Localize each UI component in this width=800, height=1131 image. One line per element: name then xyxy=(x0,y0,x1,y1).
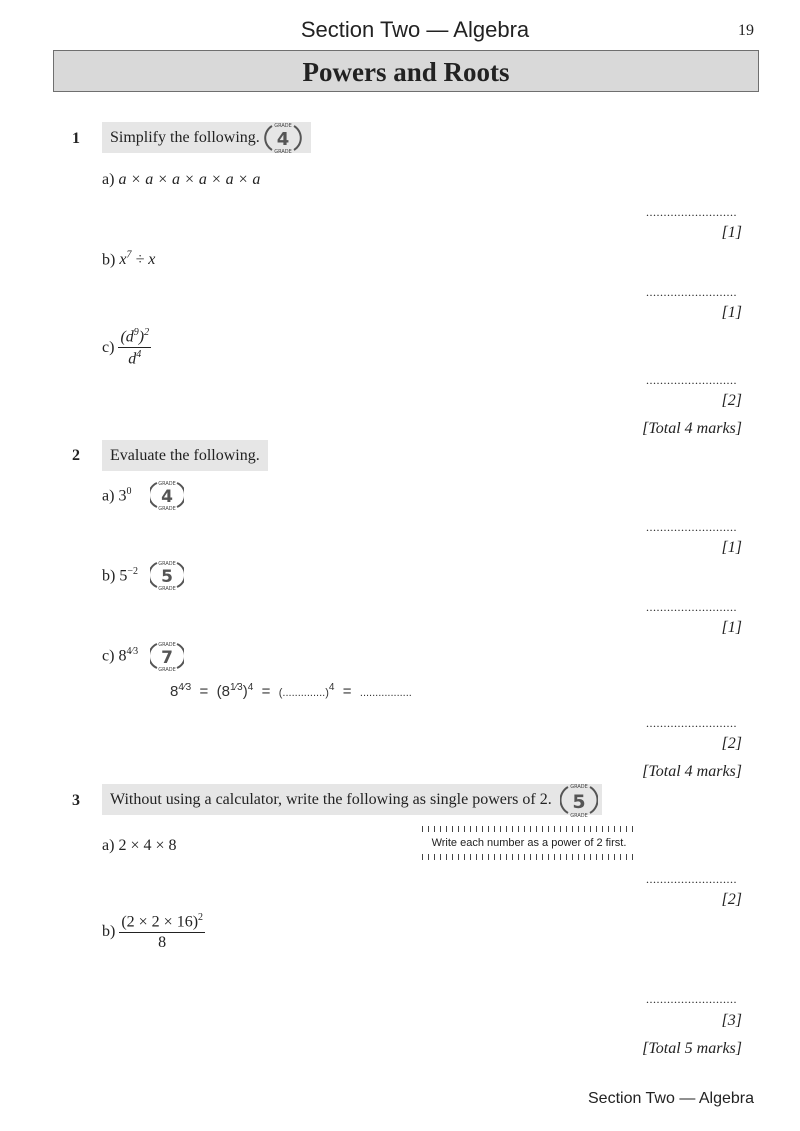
svg-text:GRADE: GRADE xyxy=(158,481,176,487)
marks: [2] xyxy=(721,891,742,908)
marks: [3] xyxy=(721,1012,742,1029)
svg-text:GRADE: GRADE xyxy=(274,149,292,155)
q2b: b) $5^{-2}$ xyxy=(102,566,138,585)
q2c: c) $8^{4⁄3}$ xyxy=(102,646,139,665)
page-number: 19 xyxy=(738,22,754,39)
question-prompt xyxy=(102,784,602,815)
q3b: b) $\frac{(2 \times 2 \times 16)^2}{8}$ xyxy=(102,912,204,952)
marks: [2] xyxy=(721,392,742,409)
svg-text:5: 5 xyxy=(161,567,173,587)
prompt-text: Simplify the following. xyxy=(110,129,260,146)
answer-line[interactable]: .......................... xyxy=(646,600,737,614)
prompt-text: Evaluate the following. xyxy=(110,447,260,464)
grade-4-icon xyxy=(264,121,302,155)
svg-text:GRADE: GRADE xyxy=(570,784,588,790)
svg-text:GRADE: GRADE xyxy=(158,506,176,511)
total-marks: [Total 5 marks] xyxy=(642,1040,742,1057)
page-title: Powers and Roots xyxy=(53,50,759,92)
fraction: $\frac{(2 \times 2 \times 16)^2}{8}$ xyxy=(121,912,204,952)
marks: [1] xyxy=(721,539,742,556)
svg-text:GRADE: GRADE xyxy=(274,123,292,129)
answer-line[interactable]: .......................... xyxy=(646,992,737,1006)
grade-7-icon xyxy=(150,640,184,672)
question-prompt xyxy=(102,440,268,471)
marks: [1] xyxy=(721,224,742,241)
grade-5-icon xyxy=(560,782,598,818)
answer-line[interactable]: .......................... xyxy=(646,520,737,534)
footer-section-title: Section Two — Algebra xyxy=(588,1090,755,1107)
q2a: a) $3^0$ xyxy=(102,486,132,505)
q1c: c) $\frac{(d^9)^2}{d^4}$ xyxy=(102,327,150,368)
total-marks: [Total 4 marks] xyxy=(642,763,742,780)
marks: [2] xyxy=(721,735,742,752)
hint-callout xyxy=(422,826,636,860)
q3a: a) 2 × 4 × 8 xyxy=(102,837,177,854)
prompt-text: Without using a calculator, write the following as single powers of 2. xyxy=(110,791,552,808)
answer-line[interactable]: .......................... xyxy=(646,373,737,387)
total-marks: [Total 4 marks] xyxy=(642,420,742,437)
answer-line[interactable]: .......................... xyxy=(646,872,737,886)
svg-text:GRADE: GRADE xyxy=(570,813,588,818)
svg-text:4: 4 xyxy=(276,129,290,150)
q1b: b) $x^7 \div x$ xyxy=(102,250,156,269)
question-number: 1 xyxy=(72,130,80,147)
answer-line[interactable]: .......................... xyxy=(646,205,737,219)
svg-text:5: 5 xyxy=(572,791,586,813)
hint-text: Write each number as a power of 2 first. xyxy=(431,837,627,849)
svg-text:GRADE: GRADE xyxy=(158,642,176,648)
fraction: $\frac{(d^9)^2}{d^4}$ xyxy=(120,327,150,368)
q1a: a) a × a × a × a × a × a xyxy=(102,171,261,188)
question-number: 3 xyxy=(72,792,80,809)
worked-step: $8^{4⁄3} = (8^{1⁄3})^4 = (..............)^4$ = ................. xyxy=(170,682,412,700)
grade-5-icon xyxy=(150,559,184,591)
section-header: Section Two — Algebra xyxy=(300,17,530,42)
svg-text:4: 4 xyxy=(161,487,173,507)
marks: [1] xyxy=(721,619,742,636)
answer-line[interactable]: .......................... xyxy=(646,285,737,299)
svg-text:GRADE: GRADE xyxy=(158,586,176,591)
answer-line[interactable]: .......................... xyxy=(646,716,737,730)
grade-4-icon xyxy=(150,479,184,511)
svg-text:GRADE: GRADE xyxy=(158,561,176,567)
question-number: 2 xyxy=(72,447,80,464)
svg-text:7: 7 xyxy=(161,648,173,668)
marks: [1] xyxy=(721,304,742,321)
svg-text:GRADE: GRADE xyxy=(158,667,176,672)
